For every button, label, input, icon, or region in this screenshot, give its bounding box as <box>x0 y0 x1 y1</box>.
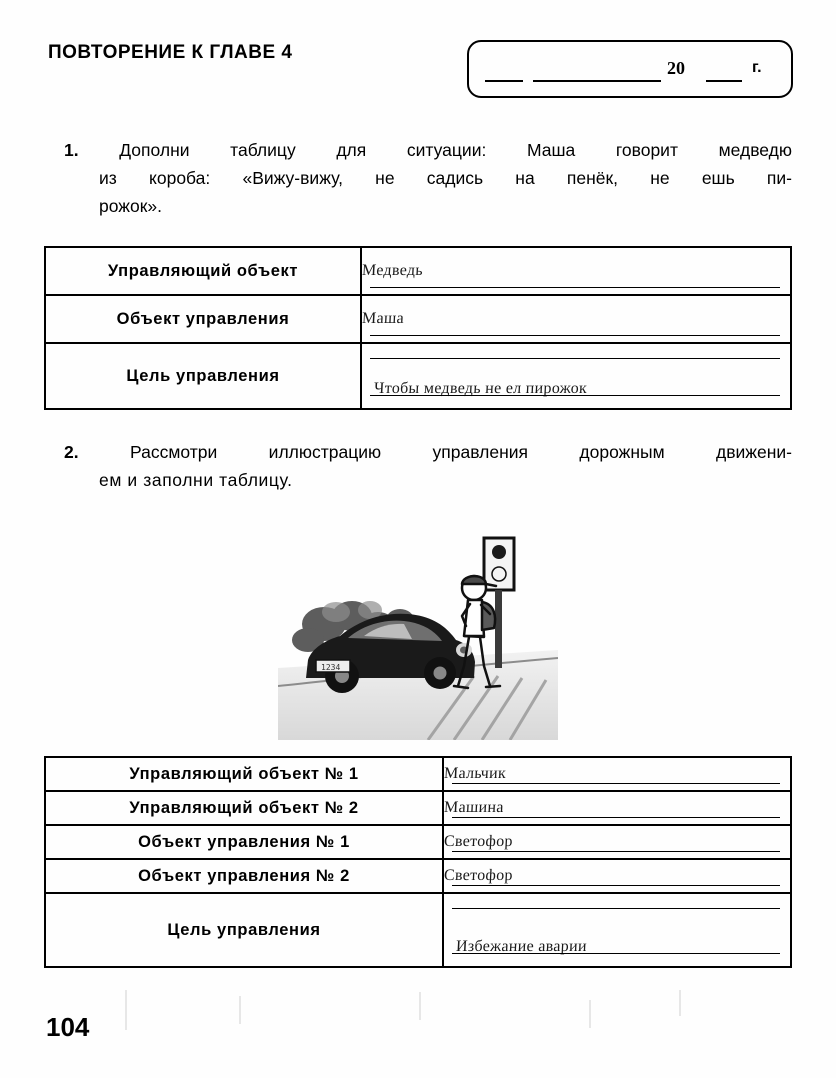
exercise-2-text <box>64 438 792 494</box>
date-year-line <box>706 80 742 82</box>
table-row <box>45 757 791 791</box>
table2-label-1: Управляющий объект № 1 <box>45 757 443 791</box>
date-year-prefix: 20 <box>667 58 685 78</box>
table-row <box>45 859 791 893</box>
exercise-2-line-2: ем и заполни таблицу. <box>99 470 293 490</box>
table1-label-1: Управляющий объект <box>45 247 361 295</box>
date-field[interactable] <box>467 40 793 98</box>
exercise-2-line-1: Рассмотри иллюстрацию управления дорожным движени- <box>130 442 792 462</box>
table2-label-3: Объект управления № 1 <box>45 825 443 859</box>
exercise-1-line-3: рожок». <box>99 196 162 216</box>
table2-answer-5-text: Избежание аварии <box>455 938 588 955</box>
table1-label-2: Объект управления <box>45 295 361 343</box>
table1-answer-3[interactable] <box>361 343 791 409</box>
table-row <box>45 825 791 859</box>
table1-answer-2[interactable] <box>361 295 791 343</box>
exercise-1-line-1: Дополни таблицу для ситуации: Маша говорит медведю <box>119 140 792 160</box>
exercise-1-line-2: из короба: «Вижу-вижу, не садись на пенёк, не ешь пи- <box>99 168 792 188</box>
date-year-label: г. <box>752 59 762 76</box>
table-row <box>45 295 791 343</box>
table2-answer-3-text: Светофор <box>443 833 514 850</box>
table2-label-5: Цель управления <box>45 893 443 967</box>
table2-answer-2-text: Машина <box>443 799 505 816</box>
date-month-line <box>533 80 661 82</box>
table2-answer-1[interactable] <box>443 757 791 791</box>
svg-text:1234: 1234 <box>321 663 341 672</box>
table2-answer-3[interactable] <box>443 825 791 859</box>
table2-answer-4-text: Светофор <box>443 867 514 884</box>
table2-label-4: Объект управления № 2 <box>45 859 443 893</box>
table1-answer-2-text: Маша <box>361 310 405 327</box>
date-field-inner <box>469 42 791 96</box>
table1-answer-1[interactable] <box>361 247 791 295</box>
page-title: ПОВТОРЕНИЕ К ГЛАВЕ 4 <box>48 42 293 63</box>
table-exercise-1 <box>44 246 792 410</box>
street-crossing-illustration <box>278 500 558 740</box>
exercise-1-number: 1. <box>64 140 79 160</box>
table-row <box>45 791 791 825</box>
table2-answer-4[interactable] <box>443 859 791 893</box>
table2-answer-5[interactable] <box>443 893 791 967</box>
table1-answer-3-text: Чтобы медведь не ел пирожок <box>373 380 588 397</box>
table-exercise-2 <box>44 756 792 968</box>
date-day-line <box>485 80 523 82</box>
scan-edge-marks <box>120 990 720 1050</box>
page-number: 104 <box>46 1012 90 1042</box>
exercise-1-text <box>64 136 792 220</box>
table-row <box>45 247 791 295</box>
table2-label-2: Управляющий объект № 2 <box>45 791 443 825</box>
table-row <box>45 343 791 409</box>
table2-answer-2[interactable] <box>443 791 791 825</box>
table-row <box>45 893 791 967</box>
table1-label-3: Цель управления <box>45 343 361 409</box>
table2-answer-1-text: Мальчик <box>443 765 507 782</box>
table1-answer-1-text: Медведь <box>361 262 424 279</box>
exercise-2-number: 2. <box>64 442 79 462</box>
